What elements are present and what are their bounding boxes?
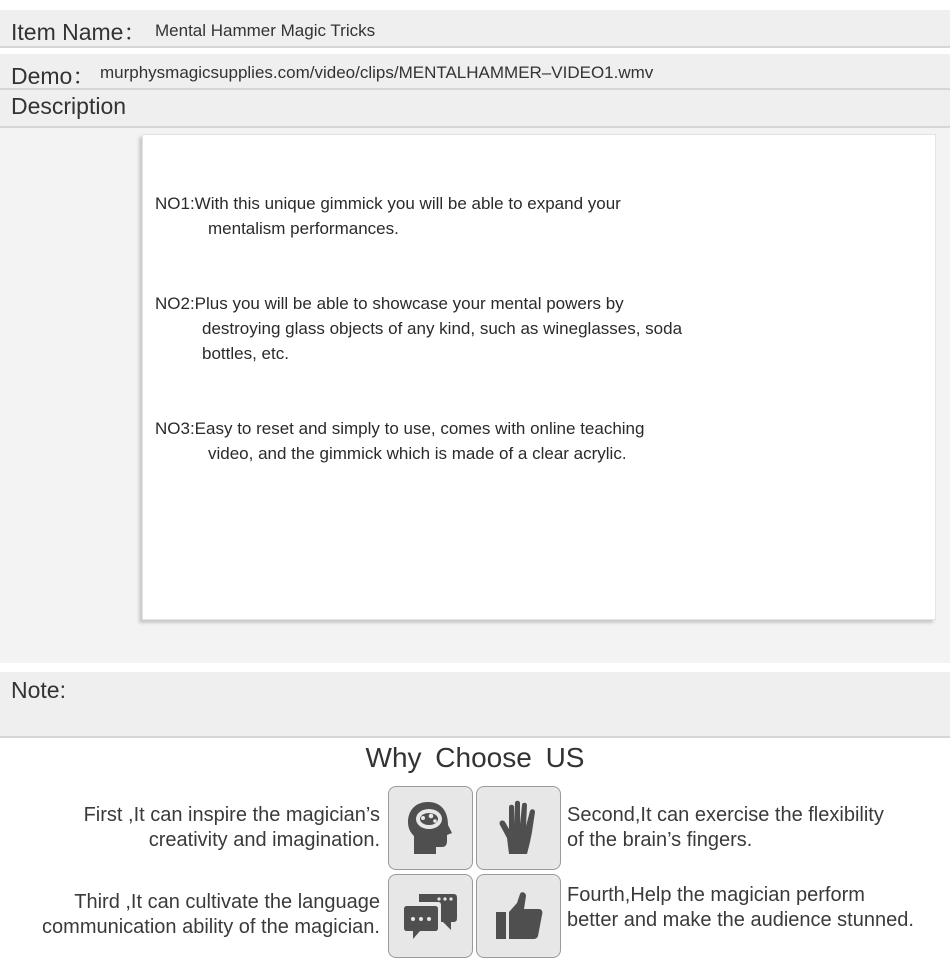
thumbs-up-icon-box <box>476 874 561 958</box>
description-header <box>0 90 950 128</box>
description-item-3 <box>155 416 644 466</box>
reason-second-line-1: Second,It can exercise the flexibility <box>567 804 884 826</box>
demo-url[interactable]: murphysmagicsupplies.com/video/clips/MENTALHAMMER–VIDEO1.wmv <box>100 63 654 82</box>
description-box <box>142 134 936 620</box>
reason-fourth <box>567 883 914 933</box>
item-2-line-3: bottles, etc. <box>202 344 289 363</box>
item-3-line-1: NO3:Easy to reset and simply to use, comes with online teaching <box>155 419 645 438</box>
description-label: Description <box>11 93 127 119</box>
reason-third-line-1: Third ,It can cultivate the language <box>74 891 380 913</box>
item-2-line-2: destroying glass objects of any kind, such as wineglasses, soda <box>202 319 683 338</box>
reason-second-line-2: of the brain’s fingers. <box>567 829 753 851</box>
reason-first-line-2: creativity and imagination. <box>148 829 380 851</box>
item-name-row <box>0 10 950 48</box>
brain-head-icon-box <box>388 786 473 870</box>
brain-head-icon <box>404 798 458 858</box>
note-row <box>0 672 950 738</box>
demo-label: Demo： <box>11 63 96 89</box>
note-label: Note: <box>11 677 66 703</box>
reason-fourth-line-2: better and make the audience stunned. <box>567 909 914 931</box>
reason-third-line-2: communication ability of the magician. <box>42 916 380 938</box>
thumbs-up-icon <box>493 890 545 942</box>
reason-first <box>84 803 380 853</box>
reason-fourth-line-1: Fourth,Help the magician perform <box>567 884 865 906</box>
hand-icon-box <box>476 786 561 870</box>
item-name-value: Mental Hammer Magic Tricks <box>155 21 376 40</box>
item-3-line-2: video, and the gimmick which is made of a clear acrylic. <box>208 444 627 463</box>
demo-row <box>0 54 950 90</box>
reason-third <box>42 890 380 940</box>
chat-bubbles-icon <box>403 890 459 942</box>
item-1-line-1: NO1:With this unique gimmick you will be able to expand your <box>155 194 621 213</box>
description-item-2 <box>155 291 682 366</box>
chat-bubbles-icon-box <box>388 874 473 958</box>
reason-first-line-1: First ,It can inspire the magician’s <box>83 804 380 826</box>
hand-icon <box>497 798 541 858</box>
item-1-line-2: mentalism performances. <box>208 219 399 238</box>
item-2-line-1: NO2:Plus you will be able to showcase your mental powers by <box>155 294 624 313</box>
item-name-label: Item Name： <box>11 19 147 45</box>
description-item-1 <box>155 191 621 241</box>
reason-second <box>567 803 884 853</box>
why-choose-us-title: Why Choose US <box>365 742 585 773</box>
